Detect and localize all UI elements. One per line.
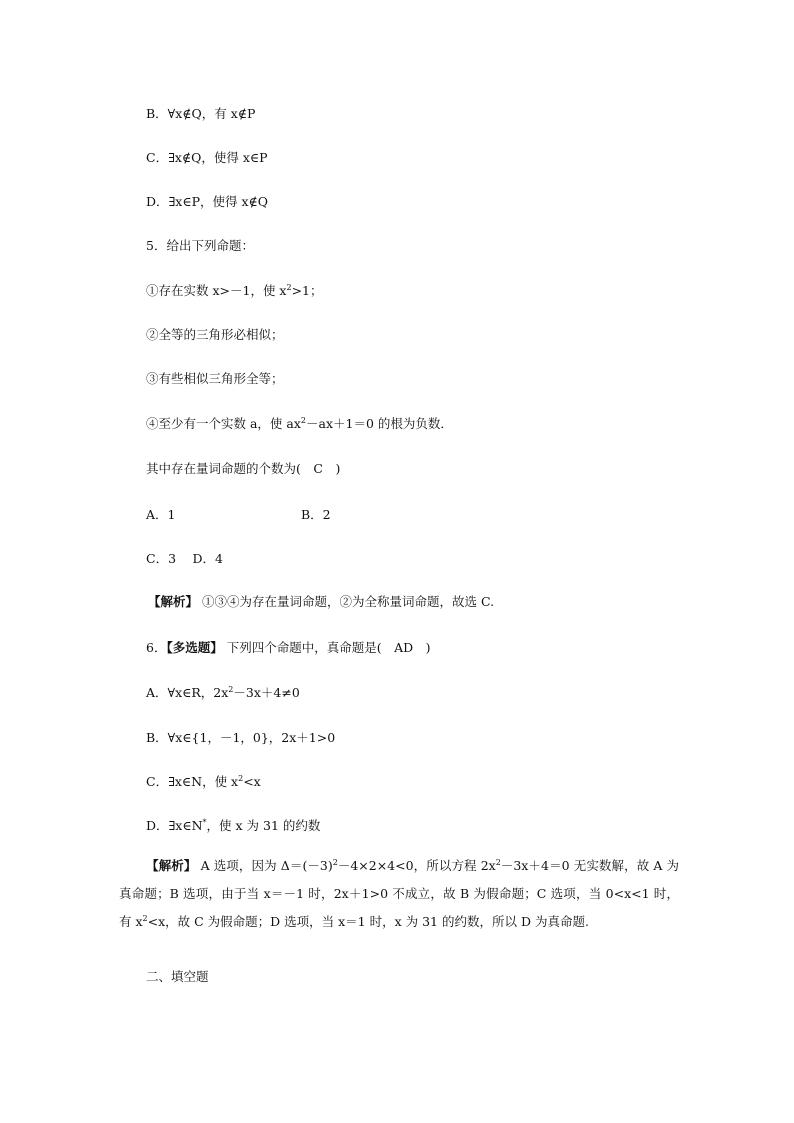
- multi-choice-tag: 【多选题】: [166, 640, 223, 655]
- section-heading: 二、填空题: [146, 969, 209, 984]
- q4-option-b: B．∀x∉Q，有 x∉P: [146, 106, 256, 121]
- q5-stem: 5．给出下列命题：: [146, 238, 254, 253]
- analysis-label: 【解析】: [146, 858, 197, 873]
- q5-option-a: A．1: [146, 507, 176, 522]
- q5-item-2: ②全等的三角形必相似；: [146, 327, 284, 342]
- q5-option-cd: C．3 D．4: [146, 551, 223, 566]
- q6-option-a: A．∀x∈R，$2x^2-3x+4\ne 0$: [146, 685, 300, 700]
- q6-option-c: C．∃x∈N，使 $x^2<x$: [146, 774, 261, 789]
- q6-option-d: D．∃x∈N*，使 x 为 31 的约数: [146, 818, 321, 833]
- q5-item-4: ④至少有一个实数 a，使 $ax^2-ax+1=0$ 的根为负数．: [146, 416, 453, 431]
- q5-analysis: 【解析】 ①③④为存在量词命题，②为全称量词命题，故选 C.: [148, 594, 495, 609]
- q5-item-1: ①存在实数 x>－1，使 $x^2>1$；: [146, 283, 323, 298]
- q6-analysis: 【解析】 A 选项，因为 $\Delta=(-3)^2-4\times 2\times 4<0$，所以方程 $2x^2-3x+4=0$ 无实数解，故 A 为真命题；B 选项，由于当 x＝－1 时，2x＋1>0 不成立，故 B 为假命题；C 选项，当 0<x<1 时，有 $x^2<x$，故 C 为假命题；D 选项，当 x＝1 时，x 为 31 的约数，所以 D 为真命题.: [119, 858, 679, 929]
- q5-question: 其中存在量词命题的个数为( C ): [146, 461, 341, 476]
- q5-item-3: ③有些相似三角形全等；: [146, 371, 284, 386]
- analysis-label: 【解析】: [148, 594, 199, 609]
- q4-option-d: D．∃x∈P，使得 x∉Q: [146, 194, 269, 209]
- q6-stem: 6．【多选题】 下列四个命题中，真命题是( AD ): [146, 640, 431, 655]
- q4-option-c: C．∃x∉Q，使得 x∈P: [146, 150, 268, 165]
- q6-option-b: B．∀x∈{1，－1，0}，2x＋1>0: [146, 730, 336, 745]
- q5-option-b: B．2: [301, 507, 331, 522]
